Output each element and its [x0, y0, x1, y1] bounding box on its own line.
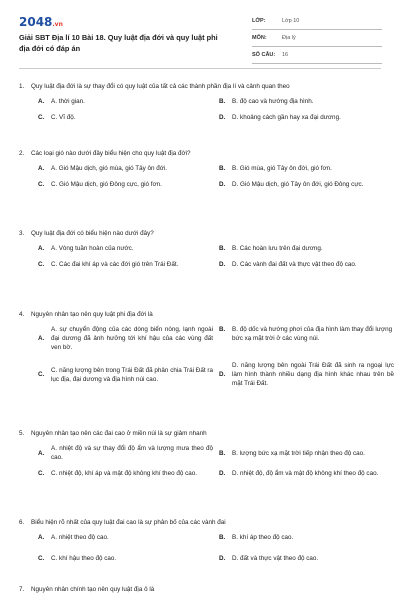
option-text: B. độ dốc và hướng phơi của địa hình làm thay đổi lượng bức xạ mặt trời ở các vùng núi.	[232, 326, 393, 342]
meta-key: MÔN:	[252, 35, 267, 41]
option-a[interactable]	[38, 244, 219, 253]
option-b[interactable]	[219, 325, 400, 352]
meta-value: 16	[282, 52, 289, 58]
option-letter: D.	[219, 261, 226, 268]
option-letter: C.	[38, 261, 45, 268]
option-letter: D.	[219, 371, 226, 378]
logo-name: 2048	[19, 15, 53, 29]
meta-value: Địa lý	[282, 35, 296, 41]
option-letter: A.	[38, 534, 45, 541]
question-number: 5.	[19, 430, 25, 437]
option-letter: C.	[38, 371, 45, 378]
question-number: 3.	[19, 230, 25, 237]
option-a[interactable]	[38, 164, 219, 173]
option-a[interactable]	[38, 444, 219, 462]
option-letter: A.	[38, 98, 45, 105]
meta-table	[252, 13, 382, 64]
option-text: A. nhiệt theo độ cao.	[51, 534, 109, 541]
meta-key: LỚP:	[252, 18, 266, 24]
option-text: C. Các đai khí áp và các đới gió trên Trái Đất.	[51, 261, 179, 268]
option-letter: C.	[38, 555, 45, 562]
question-text: Nguyên nhân chính tạo nên quy luật địa ô là	[31, 586, 155, 593]
option-c[interactable]	[38, 554, 219, 563]
option-letter: D.	[219, 114, 226, 121]
question-6	[19, 518, 381, 563]
question-3	[19, 229, 381, 269]
option-b[interactable]	[219, 164, 400, 173]
question-text: Nguyên nhân tạo nên quy luật phi địa đới là	[31, 311, 153, 318]
option-text: D. đất và thực vật theo độ cao.	[232, 555, 319, 562]
document-title: Giải SBT Địa lí 10 Bài 18. Quy luật địa đới và quy luật phi địa đới có đáp án	[19, 33, 218, 53]
option-letter: C.	[38, 114, 45, 121]
option-letter: B.	[219, 165, 226, 172]
site-logo[interactable]	[19, 15, 63, 29]
option-text: B. Gió mùa, gió Tây ôn đới, gió fơn.	[232, 165, 332, 172]
option-letter: B.	[219, 326, 226, 333]
option-letter: B.	[219, 449, 226, 457]
option-c[interactable]	[38, 113, 219, 122]
option-text: D. khoảng cách gần hay xa đại dương.	[232, 114, 341, 121]
option-text: A. sự chuyển động của các dòng biển nóng, lạnh ngoài đại dương đã ảnh hưởng tới khí hậu của các vùng đất ven bờ.	[51, 326, 213, 351]
meta-value: Lớp 10	[282, 18, 300, 24]
option-letter: A.	[38, 165, 45, 172]
option-d[interactable]	[219, 260, 400, 269]
option-text: C. Vĩ độ.	[51, 114, 76, 121]
option-letter: D.	[219, 555, 226, 562]
question-number: 1.	[19, 83, 25, 90]
option-letter: A.	[38, 449, 45, 457]
option-b[interactable]	[219, 444, 400, 462]
option-text: B. lượng bức xạ mặt trời tiếp nhận theo độ cao.	[232, 449, 365, 457]
option-a[interactable]	[38, 325, 219, 352]
option-text: D. nhiệt độ, độ ẩm và mật độ không khí theo độ cao.	[232, 470, 379, 477]
option-text: A. thời gian.	[51, 98, 85, 105]
option-text: A. Vòng tuần hoàn của nước.	[51, 245, 134, 252]
option-c[interactable]	[38, 260, 219, 269]
question-4	[19, 310, 394, 388]
logo-suffix: .vn	[52, 21, 63, 28]
question-text: Biểu hiện rõ nhất của quy luật đai cao là sự phân bố của các vành đai	[31, 519, 226, 526]
option-a[interactable]	[38, 533, 219, 542]
meta-row-subject	[252, 30, 382, 47]
question-number: 2.	[19, 150, 25, 157]
meta-row-count	[252, 47, 382, 64]
option-letter: D.	[219, 470, 226, 477]
question-text: Các loại gió nào dưới đây biểu hiện cho quy luật địa đới?	[31, 150, 191, 157]
option-d[interactable]	[219, 113, 400, 122]
option-letter: B.	[219, 245, 226, 252]
meta-key: SỐ CÂU:	[252, 52, 276, 58]
question-text: Quy luật địa đới có biểu hiện nào dưới đây?	[31, 230, 154, 237]
question-number: 4.	[19, 311, 25, 318]
option-text: C. Gió Mậu dịch, gió Đông cực, gió fơn.	[51, 181, 162, 188]
question-7	[19, 585, 381, 595]
option-c[interactable]	[38, 180, 219, 189]
option-d[interactable]	[219, 361, 400, 388]
option-letter: B.	[219, 98, 226, 105]
option-text: B. khí áp theo độ cao.	[232, 534, 294, 541]
option-text: C. nhiệt độ, khí áp và mật độ không khí theo độ cao.	[51, 470, 197, 477]
option-c[interactable]	[38, 361, 219, 388]
option-a[interactable]	[38, 97, 219, 106]
question-2	[19, 149, 381, 189]
question-text: Nguyên nhân tạo nên các đai cao ở miền núi là sự giảm nhanh	[31, 430, 207, 437]
question-text: Quy luật địa đới là sự thay đổi có quy luật của tất cả các thành phần địa lí và cảnh quan theo	[31, 83, 290, 90]
question-number: 6.	[19, 519, 25, 526]
option-text: B. Các hoàn lưu trên đại dương.	[232, 245, 323, 252]
option-letter: C.	[38, 181, 45, 188]
option-text: B. độ cao và hướng địa hình.	[232, 98, 314, 105]
option-letter: A.	[38, 335, 45, 342]
option-b[interactable]	[219, 97, 400, 106]
option-letter: C.	[38, 470, 45, 477]
option-letter: B.	[219, 534, 226, 541]
option-d[interactable]	[219, 180, 400, 189]
option-text: D. Gió Mậu dịch, gió Tây ôn đới, gió Đông cực.	[232, 181, 364, 188]
option-text: A. Gió Mậu dịch, gió mùa, gió Tây ôn đới.	[51, 165, 168, 172]
question-number: 7.	[19, 586, 25, 593]
option-text: A. nhiệt độ và sự thay đổi độ ẩm và lượng mưa theo độ cao.	[51, 445, 213, 461]
option-text: D. năng lượng bên ngoài Trái Đất đã sinh ra ngoại lực làm hình thành nhiều dạng địa hình khác nhau trên bề mặt Trái Đất.	[232, 362, 394, 387]
option-letter: A.	[38, 245, 45, 252]
question-1	[19, 82, 381, 122]
option-b[interactable]	[219, 244, 400, 253]
option-d[interactable]	[219, 469, 400, 478]
option-d[interactable]	[219, 554, 400, 563]
meta-row-class	[252, 13, 382, 30]
option-text: C. năng lượng bên trong Trái Đất đã phân chia Trái Đất ra lục địa, đại dương và địa hình núi cao.	[51, 366, 213, 383]
option-b[interactable]	[219, 533, 400, 542]
option-text: D. Các vành đai đất và thực vật theo độ cao.	[232, 261, 357, 268]
option-c[interactable]	[38, 469, 219, 478]
option-text: C. khí hậu theo độ cao.	[51, 555, 117, 562]
option-letter: D.	[219, 181, 226, 188]
question-5	[19, 429, 381, 478]
header-divider	[19, 68, 381, 69]
